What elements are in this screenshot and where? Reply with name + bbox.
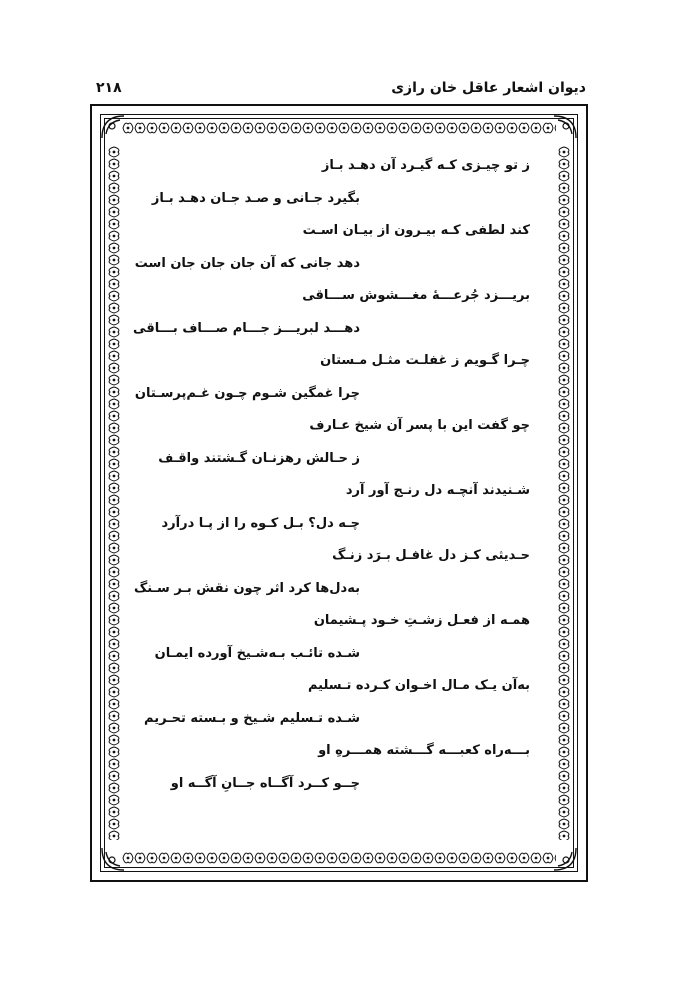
verse-text: شـده تائـب بـه‌شـیخ آورده ایمـان <box>154 645 360 661</box>
verse-line <box>150 345 530 378</box>
verse-text: شـده تـسلیم شـیخ و بـسته تحـریم <box>144 710 360 726</box>
verse-text: چرا غمگین شـوم چـون غـم‌پرسـتان <box>134 385 360 401</box>
verse-line <box>134 573 530 606</box>
verse-line <box>150 508 530 541</box>
verse-text: دهـــد لبریـــز جـــام صـــاف بـــاقی <box>133 320 360 336</box>
book-title: دیوان اشعار عاقل خان رازی <box>391 80 586 96</box>
verse-line <box>150 475 530 508</box>
verse-text: همـه از فعـل زشـتِ خـود پـشیمان <box>313 613 530 628</box>
poem-body <box>133 150 530 800</box>
page-number: ۲۱۸ <box>96 80 122 96</box>
verse-line <box>150 735 530 768</box>
verse-line <box>150 443 530 476</box>
verse-text: بـــه‌راه کعبـــه گـــشته همـــرهِ او <box>318 743 530 758</box>
ornament-band-left <box>104 146 124 840</box>
verse-text: چــو کــرد آگــاه جــانِ آگــه او <box>170 775 360 791</box>
verse-line <box>150 215 530 248</box>
ornament-band-top <box>122 118 556 138</box>
verse-text: حـدیثی کـز دل غافـل بـرَد زنـگ <box>332 548 530 563</box>
corner-ornament-top-left <box>98 112 128 142</box>
verse-line <box>134 378 530 411</box>
verse-text: شـنیدند آنچـه دل رنـج آور آرد <box>345 483 530 498</box>
verse-line <box>150 540 530 573</box>
verse-text: ز حـالش رهزنـان گـشتند واقـف <box>158 450 360 466</box>
verse-text: به‌آن یـک مـال اخـوان کـرده تـسلیم <box>307 678 530 693</box>
running-header <box>96 80 586 102</box>
verse-line <box>144 703 530 736</box>
verse-line <box>150 280 530 313</box>
verse-line <box>150 183 530 216</box>
verse-text: کند لطفی کـه بیـرون از بیـان اسـت <box>302 223 530 238</box>
corner-ornament-bottom-right <box>550 844 580 874</box>
verse-text: ز تو چیـزی کـه گیـرد آن دهـد بـاز <box>321 158 530 173</box>
verse-text: چـه دل؟ بـل کـوه را از پـا درآرد <box>161 515 360 531</box>
verse-line <box>134 248 530 281</box>
ornament-band-right <box>554 146 574 840</box>
corner-ornament-top-right <box>550 112 580 142</box>
verse-line <box>150 638 530 671</box>
verse-text: چو گفت این با پسر آن شیخ عـارف <box>309 418 530 433</box>
ornament-band-bottom <box>122 848 556 868</box>
verse-text: بریـــزد جُرعـــهٔ مغـــشوش ســـاقی <box>302 288 530 303</box>
verse-line <box>150 150 530 183</box>
verse-line <box>150 670 530 703</box>
verse-text: دهد جانی که آن جان جان جان است <box>134 255 360 271</box>
verse-line <box>150 410 530 443</box>
verse-text: بگیرد جـانی و صـد جـان دهـد بـاز <box>151 190 360 206</box>
verse-line <box>150 768 530 801</box>
corner-ornament-bottom-left <box>98 844 128 874</box>
verse-line <box>133 313 530 346</box>
verse-text: چـرا گـویم ز غفلـت مثـل مـستان <box>320 353 530 368</box>
verse-line <box>150 605 530 638</box>
verse-text: به‌دل‌ها کرد اثر چون نقش بـر سـنگ <box>134 580 360 596</box>
